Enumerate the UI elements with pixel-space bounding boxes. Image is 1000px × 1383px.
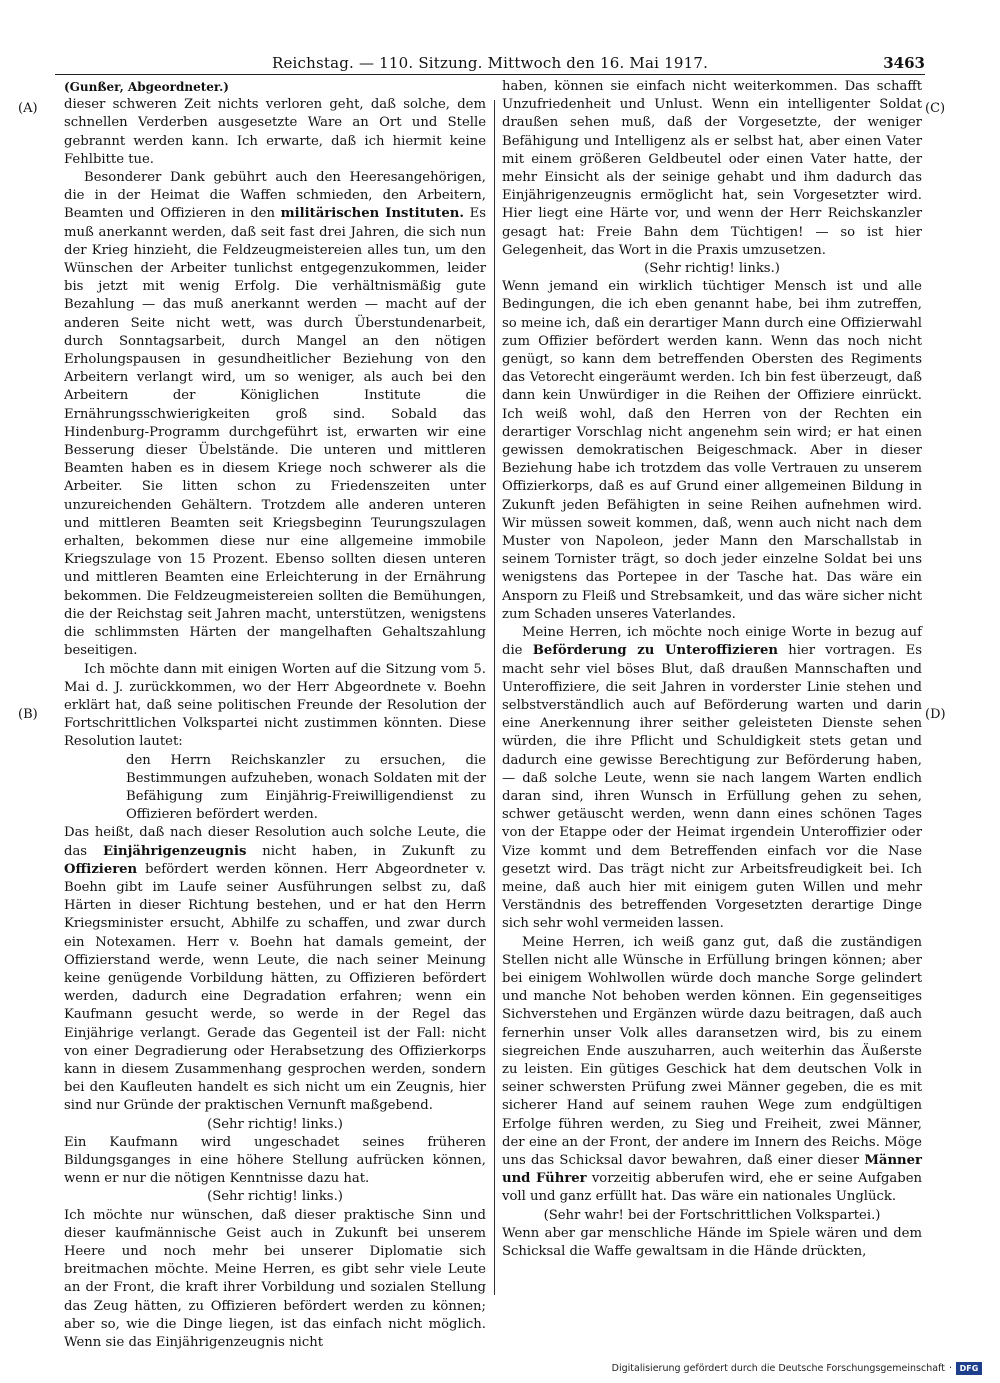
paragraph: Ich möchte nur wünschen, daß dieser praktische Sinn und dieser kaufmännische Geist auch in Zukunft bei unserem Heere und noch mehr bei unserer Diplomatie sich breitmachen möchte. Meine Herren, es gibt sehr viele Leute an der Front, die kraft ihrer Vorbildung und sozialen Stellung das Zeug hätten, zu Offizieren befördert werden zu können; aber so, wie die Dinge liegen, ist das einfach nicht möglich. Wenn sie das Einjährigenzeugnis nicht [64, 1207, 486, 1351]
margin-marker-b: (B) [18, 707, 38, 722]
dfg-logo-icon: DFG [956, 1362, 982, 1375]
bold-term: Einjährigenzeugnis [102, 843, 247, 859]
paragraph: Meine Herren, ich möchte noch einige Worte in bezug auf die Beförderung zu Unteroffizieren hier vortragen. Es macht sehr viel böses Blut, daß draußen Mannschaften und Unteroffiziere, die seit Jahren in vorderster Linie stehen und selbstverständlich auch auf Beförderung warten und darin eine Anerkennung ihrer seither geleisteten Dienste sehen würden, die ihre Pflicht und Schuldigkeit stets getan und dadurch eine gewisse Berechtigung zur Beförderung haben, — daß solche Leute, wenn sie nach langem Warten endlich daran sind, ihren Wunsch in Erfüllung gehen zu sehen, schwer getäuscht werden, wenn dann eines schönen Tages von der Etappe oder der Heimat irgendein Unteroffizier oder Vize kommt und dem Betreffenden einfach vor die Nase gesetzt wird. Das trägt nicht zur Arbeitsfreudigkeit bei. Ich meine, daß auch hier mit einigem guten Willen und mehr Verständnis des betreffenden Vorgesetzten derartige Dinge sich sehr wohl vermeiden lassen. [502, 625, 922, 932]
bold-term: Offizieren [64, 861, 138, 877]
interjection: (Sehr richtig! links.) [207, 1189, 343, 1205]
header-rule [55, 74, 925, 75]
margin-marker-c: (C) [925, 101, 946, 116]
footer-credit: Digitalisierung gefördert durch die Deutsche Forschungsgemeinschaft · DFG [612, 1362, 982, 1375]
speaker-label: (Gunßer, Abgeordneter.) [64, 80, 229, 94]
paragraph: Besonderer Dank gebührt auch den Heeresangehörigen, die in der Heimat die Waffen schmieden, den Arbeitern, Beamten und Offizieren in den militärischen Instituten. Es muß anerkannt werden, daß seit fast drei Jahren, die sich nun der Krieg hinzieht, die Feldzeugmeistereien alles tun, um den Wünschen der Arbeiter tunlichst entgegenzukommen, leider bis jetzt mit wenig Erfolg. Die verhältnismäßig gute Bezahlung — das muß anerkannt werden — macht auf der anderen Seite nicht wett, was durch Überstundenarbeit, durch Sonntagsarbeit, durch Mangel an den nötigen Erholungspausen in gesundheitlicher Beziehung von den Arbeitern verlangt wird, um so weniger, als auch bei den Arbeitern der Königlichen Institute die Ernährungsschwierigkeiten groß sind. Sobald das Hindenburg-Programm durchgeführt ist, erwarten wir eine Besserung dieser Übelstände. Die unteren und mittleren Beamten haben es in diesem Kriege noch schwerer als die Arbeiter. Sie litten schon zu Friedenszeiten unter unzureichenden Gehältern. Trotzdem alle anderen unteren und mittleren Beamten seit Kriegsbeginn Teurungszulagen erhalten, bekommen diese nur eine allgemeine immobile Kriegszulage von 15 Prozent. Ebenso sollten diesen unteren und mittleren Beamten eine Erleichterung in der Ernährung bekommen. Die Feldzeugmeistereien sollten die Bemühungen, die der Reichstag seit Jahren macht, unterstützen, wenigstens die schlimmsten Härten der mangelhaften Gehaltszahlung beseitigen. [64, 170, 487, 659]
bold-term: militärischen Instituten. [280, 206, 464, 222]
interjection: (Sehr richtig! links.) [207, 1116, 343, 1132]
paragraph: Ich möchte dann mit einigen Worten auf die Sitzung vom 5. Mai d. J. zurückkommen, wo der Herr Abgeordnete v. Boehn erklärt hat, daß seine politischen Freunde der Resolution der Fortschrittlichen Volkspartei nicht zustimmen könnten. Diese Resolution lautet: [64, 661, 486, 750]
left-column [64, 78, 486, 1352]
page-number: 3463 [883, 54, 925, 72]
margin-marker-a: (A) [18, 101, 38, 116]
header-title: Reichstag. — 110. Sitzung. Mittwoch den 16. Mai 1917. [271, 54, 709, 72]
paragraph: Das heißt, daß nach dieser Resolution auch solche Leute, die das Einjährigenzeugnis nicht haben, in Zukunft zu Offizieren befördert werden können. Herr Abgeordneter v. Boehn gibt im Laufe seiner Ausführungen selbst zu, daß Härten in dieser Richtung bestehen, und er hat den Herrn Kriegsminister ersucht, Abhilfe zu schaffen, und zwar durch ein Notexamen. Herr v. Boehn hat damals gemeint, der Offizierstand werde, wenn Leute, die nach seiner Meinung keine genügende Vorbildung hätten, zu Offizieren befördert werden, dadurch eine Degradation erfahren; wenn ein Kaufmann gesucht werde, so werde in der Regel das Einjährige verlangt. Gerade das Gegenteil ist der Fall: nicht von einer Degradierung oder Herabsetzung des Offizierkorps kann in diesem Zusammenhang gesprochen werden, sondern bei den Kaufleuten handelt es sich nicht um ein Zeugnis, hier sind nur Gründe der praktischen Vernunft maßgebend. [64, 825, 486, 1114]
resolution-quote: den Herrn Reichskanzler zu ersuchen, die Bestimmungen aufzuheben, wonach Soldaten mit der Befähigung zum Einjährig-Freiwilligendienst zu Offizieren befördert werden. [126, 752, 486, 823]
paragraph: haben, können sie einfach nicht weiterkommen. Das schafft Unzufriedenheit und Unlust. Wenn ein intelligenter Soldat draußen sehen muß, daß der Vorgesetzte, der weniger Befähigung und Intelligenz als er selbst hat, aber einen Vater mit einem größeren Geldbeutel oder einen Vater hatte, der mehr Einsicht als der seinige gehabt und ihm dadurch das Einjährigenzeugnis ermöglicht hat, sein Vorgesetzter wird. Hier liegt eine Härte vor, und wenn der Herr Reichskanzler gesagt hat: Freie Bahn dem Tüchtigen! — so ist hier Gelegenheit, das Wort in die Praxis umzusetzen. [502, 79, 922, 258]
paragraph: Wenn aber gar menschliche Hände im Spiele wären und dem Schicksal die Waffe gewaltsam in die Hände drückten, [502, 1225, 922, 1259]
interjection: (Sehr richtig! links.) [644, 261, 780, 277]
bold-term: Männer und Führer [502, 1152, 922, 1187]
paragraph: Wenn jemand ein wirklich tüchtiger Mensch ist und alle Bedingungen, die ich eben genannt habe, bei ihm zutreffen, so meine ich, daß ein derartiger Mann durch eine Offizierwahl zum Offizier befördert werden kann. Wenn das noch nicht genügt, so kann dem betreffenden Obersten des Regiments das Vetorecht eingeräumt werden. Ich bin fest überzeugt, daß dann kein Unwürdiger in die Reihen der Offiziere einrückt. Ich weiß wohl, daß den Herren von der Rechten ein derartiger Vorschlag nicht angenehm sein wird; er hat einen gewissen demokratischen Beigeschmack. Aber in dieser Beziehung habe ich trotzdem das volle Vertrauen zu unserem Offizierkorps, daß es auf Grund einer allgemeinen Bildung in Zukunft jeden Befähigten in seine Reihen aufnehmen wird. Wir müssen soweit kommen, daß, wenn auch nicht nach dem Muster von Napoleon, jeder Mann den Marschallstab in seinem Tornister trägt, so doch jeder einzelne Soldat bei uns wenigstens das Portepee in der Tasche hat. Das wäre ein Ansporn zu Fleiß und Strebsamkeit, und das wäre sicher nicht zum Schaden unseres Vaterlandes. [502, 279, 922, 622]
right-column [502, 78, 922, 1261]
paragraph: Ein Kaufmann wird ungeschadet seines früheren Bildungsganges in eine höhere Stellung aufrücken können, wenn er nur die nötigen Kenntnisse dazu hat. [64, 1134, 486, 1187]
paragraph: Meine Herren, ich weiß ganz gut, daß die zuständigen Stellen nicht alle Wünsche in Erfüllung bringen können; aber bei einigem Wohlwollen würde doch manche Sorge gelindert und manche Not behoben werden können. Ein gegenseitiges Sichverstehen und Ergänzen würde dazu beitragen, daß auch fernerhin unser Volk alles daransetzen wird, bis zu einem siegreichen Ende auszuharren, auch weiterhin das Äußerste zu leisten. Ein gütiges Geschick hat dem deutschen Volk in seiner schwersten Prüfung zwei Männer gegeben, die es mit sicherer Hand auf seinem rauhen Wege zum endgültigen Erfolge führen werden, zu Sieg und Freiheit, zwei Männer, der eine an der Front, der andere im Innern des Reichs. Möge uns das Schicksal davor bewahren, daß einer dieser Männer und Führer vorzeitig abberufen wird, ehe er seine Aufgaben voll und ganz erfüllt hat. Das wäre ein nationales Unglück. [502, 934, 922, 1205]
bold-term: Beförderung zu Unteroffizieren [532, 643, 778, 659]
running-header [55, 52, 925, 76]
margin-marker-d: (D) [925, 707, 946, 722]
column-divider [494, 100, 495, 1295]
interjection: (Sehr wahr! bei der Fortschrittlichen Volkspartei.) [543, 1207, 881, 1223]
paragraph: dieser schweren Zeit nichts verloren geht, daß solche, dem schnellen Verderben ausgesetzte Ware an Ort und Stelle gebrannt werden kann. Ich erwarte, daß ich hiermit keine Fehlbitte tue. [64, 97, 486, 167]
footer-text: Digitalisierung gefördert durch die Deutsche Forschungsgemeinschaft [611, 1363, 945, 1374]
